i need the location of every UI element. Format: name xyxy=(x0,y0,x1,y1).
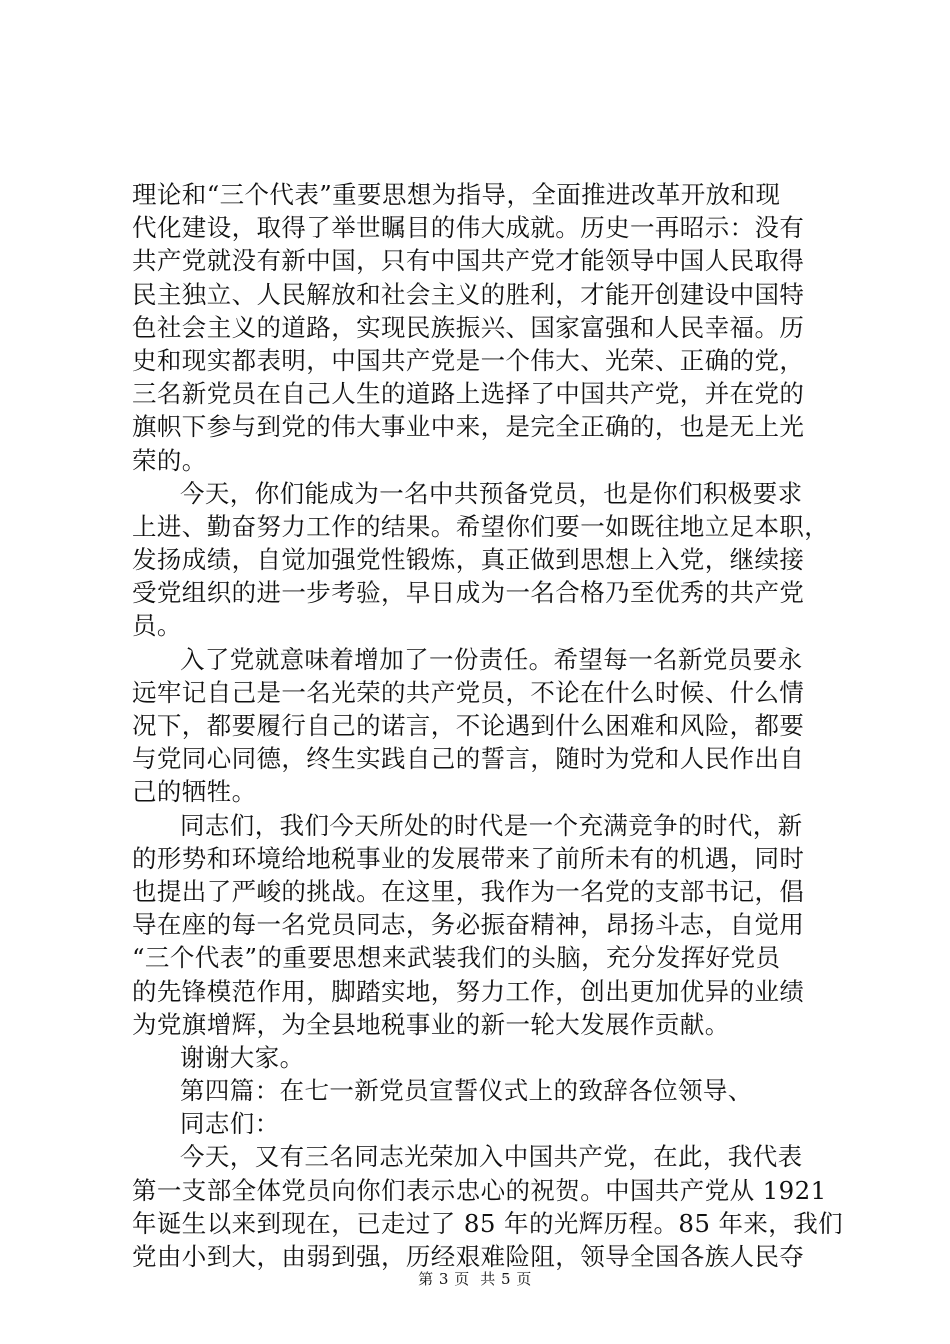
paragraph-first-line: 同志们，我们今天所处的时代是一个充满竞争的时代，新 xyxy=(180,810,803,840)
text-line: 员。 xyxy=(132,611,182,641)
text-line: 代化建设，取得了举世瞩目的伟大成就。历史一再昭示：没有 xyxy=(132,213,805,243)
text-line: 受党组织的进一步考验，早日成为一名合格乃至优秀的共产党 xyxy=(132,578,805,608)
body-text xyxy=(132,178,844,1273)
text-line: 史和现实都表明，中国共产党是一个伟大、光荣、正确的党， xyxy=(132,345,805,375)
paragraph-first-line: 谢谢大家。 xyxy=(180,1042,305,1072)
text-line: 也提出了严峻的挑战。在这里，我作为一名党的支部书记，倡 xyxy=(132,876,805,906)
paragraph-first-line: 今天，又有三名同志光荣加入中国共产党，在此，我代表 xyxy=(180,1142,803,1172)
text-line: 色社会主义的道路，实现民族振兴、国家富强和人民幸福。历 xyxy=(132,312,805,342)
section-heading: 第四篇：在七一新党员宣誓仪式上的致辞各位领导、 xyxy=(180,1076,753,1106)
text-line: 旗帜下参与到党的伟大事业中来，是完全正确的，也是无上光 xyxy=(132,412,805,442)
text-line: 的先锋模范作用，脚踏实地，努力工作，创出更加优异的业绩 xyxy=(132,976,805,1006)
text-line: 第一支部全体党员向你们表示忠心的祝贺。中国共产党从 1921 xyxy=(132,1175,827,1205)
text-line: 上进、勤奋努力工作的结果。希望你们要一如既往地立足本职， xyxy=(132,511,830,541)
text-line: 导在座的每一名党员同志，务必振奋精神，昂扬斗志，自觉用 xyxy=(132,910,805,940)
text-line: 年诞生以来到现在，已走过了 85 年的光辉历程。85 年来，我们 xyxy=(132,1208,844,1238)
text-line: 况下，都要履行自己的诺言，不论遇到什么困难和风险，都要 xyxy=(132,711,805,740)
text-line: 民主独立、人民解放和社会主义的胜利，才能开创建设中国特 xyxy=(132,279,805,309)
text-line: 三名新党员在自己人生的道路上选择了中国共产党，并在党的 xyxy=(132,379,805,409)
page-footer: 第 3 页 共 5 页 xyxy=(418,1270,532,1288)
paragraph-first-line: 今天，你们能成为一名中共预备党员，也是你们积极要求 xyxy=(180,478,803,508)
text-line: 发扬成绩，自觉加强党性锻炼，真正做到思想上入党，继续接 xyxy=(132,545,805,575)
text-line: 与党同心同德，终生实践自己的誓言，随时为党和人民作出自 xyxy=(132,744,805,774)
text-line: 的形势和环境给地税事业的发展带来了前所未有的机遇，同时 xyxy=(132,843,805,873)
text-line: 共产党就没有新中国，只有中国共产党才能领导中国人民取得 xyxy=(132,246,805,276)
salutation: 同志们： xyxy=(180,1109,280,1139)
paragraph-first-line: 入了党就意味着增加了一份责任。希望每一名新党员要永 xyxy=(180,644,803,674)
text-line: 远牢记自己是一名光荣的共产党员，不论在什么时候、什么情 xyxy=(132,677,805,707)
text-line: 理论和“三个代表”重要思想为指导，全面推进改革开放和现 xyxy=(132,180,781,209)
text-line: 为党旗增辉，为全县地税事业的新一轮大发展作贡献。 xyxy=(132,1009,730,1039)
text-line: “三个代表”的重要思想来武装我们的头脑，充分发挥好党员 xyxy=(132,943,781,973)
text-line: 荣的。 xyxy=(132,445,207,475)
text-line: 己的牺牲。 xyxy=(132,777,257,807)
text-line: 党由小到大，由弱到强，历经艰难险阻，领导全国各族人民夺 xyxy=(132,1242,805,1271)
